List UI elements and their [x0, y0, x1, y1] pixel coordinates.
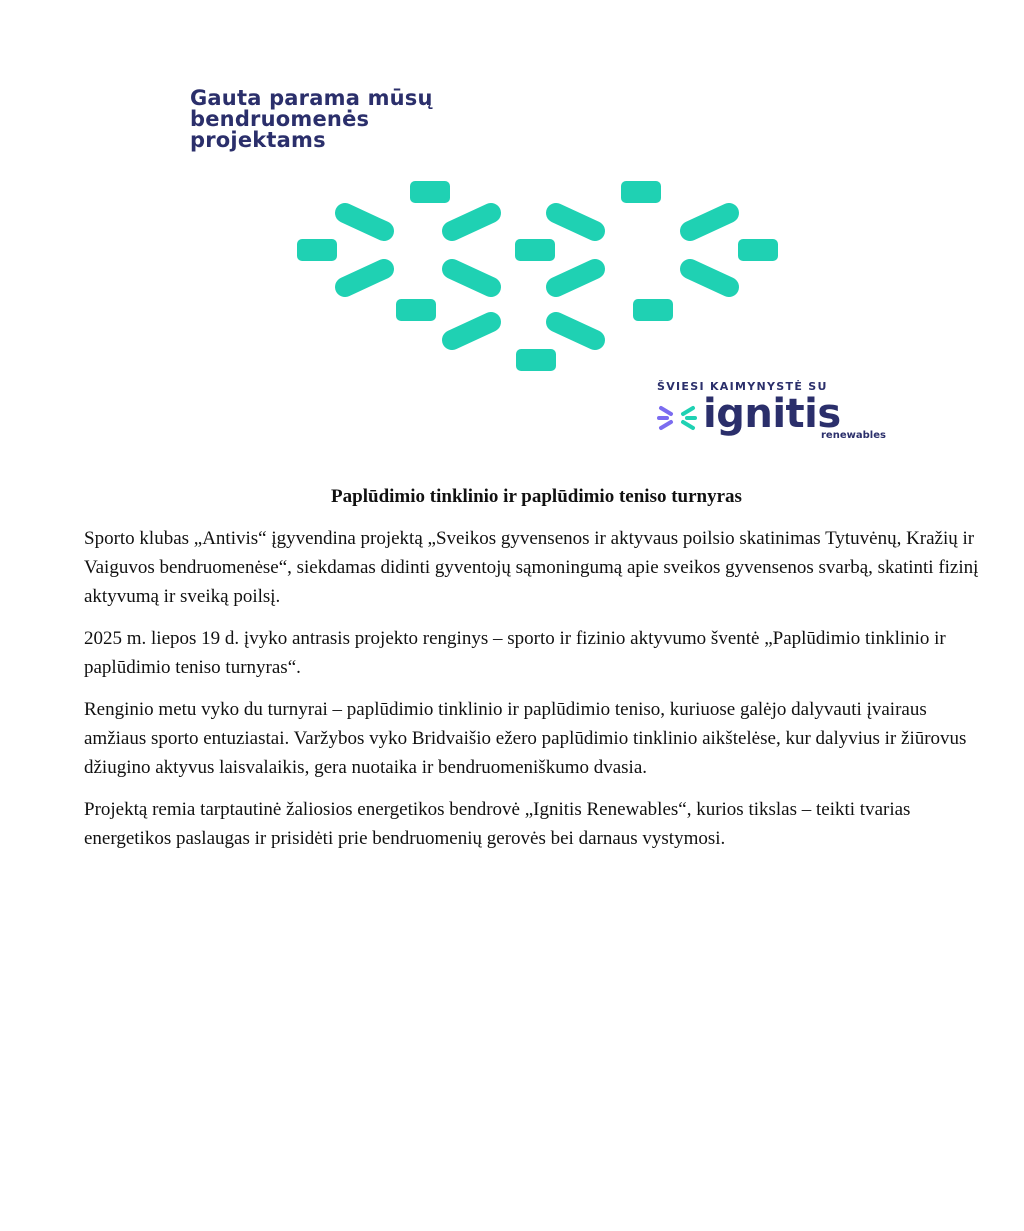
pattern-bar [345, 269, 384, 287]
banner-headline-line: projektams [190, 128, 326, 152]
pattern-square [621, 181, 661, 203]
pattern-bar [690, 269, 729, 287]
pattern-bar [556, 322, 595, 340]
pattern-square [515, 239, 555, 261]
pattern-square [297, 239, 337, 261]
pattern-square [396, 299, 436, 321]
pattern-square [738, 239, 778, 261]
pattern-square [516, 349, 556, 371]
sponsor-banner [0, 0, 1024, 470]
banner-headline-line: Gauta parama mūsų [190, 86, 433, 110]
pattern-bar [556, 213, 595, 231]
pattern-bar [690, 213, 729, 231]
ignitis-logo-mark-icon [657, 404, 697, 432]
article-paragraph: Projektą remia tarptautinė žaliosios energetikos bendrovė „Ignitis Renewables“, kurios tikslas – teikti tvarias energetikos paslaugas ir prisidėti prie bendruomenių gerovės bei darnaus vystymosi. [84, 799, 911, 849]
pattern-bar [452, 213, 491, 231]
ignitis-renewables-logo [657, 391, 897, 446]
article-paragraph: Sporto klubas „Antivis“ įgyvendina projektą „Sveikos gyvensenos ir aktyvaus poilsio skatinimas Tytuvėnų, Kražių ir Vaiguvos bendruomenėse“, siekdamas didinti gyventojų sąmoningumą apie sveikos gyvensenos svarbą, skatinti fizinį aktyvumą ir sveiką poilsį. [84, 528, 979, 607]
article-paragraph: Renginio metu vyko du turnyrai – paplūdimio tinklinio ir paplūdimio teniso, kuriuose galėjo dalyvauti įvairaus amžiaus sporto entuziastai. Varžybos vyko Bridvaišio ežero paplūdimio tinklinio aikštelėse, kur dalyvius ir žiūrovus džiugino aktyvus laisvalaikis, gera nuotaika ir bendruomeniškumo dvasia. [84, 699, 967, 778]
banner-headline-line: bendruomenės [190, 107, 370, 131]
pattern-bar [345, 213, 384, 231]
brand-subtitle: renewables [821, 430, 886, 441]
article [84, 484, 989, 866]
pattern-square [410, 181, 450, 203]
brand-name: ignitis [703, 391, 841, 437]
pattern-bar [452, 269, 491, 287]
pattern-square [633, 299, 673, 321]
article-paragraph: 2025 m. liepos 19 d. įvyko antrasis projekto renginys – sporto ir fizinio aktyvumo šventė „Paplūdimio tinklinio ir paplūdimio teniso turnyras“. [84, 628, 946, 678]
pattern-bar [452, 322, 491, 340]
pattern-bar [556, 269, 595, 287]
sponsor-tagline: ŠVIESI KAIMYNYSTĖ SU [657, 380, 828, 393]
article-title: Paplūdimio tinklinio ir paplūdimio teniso turnyras [331, 486, 742, 507]
